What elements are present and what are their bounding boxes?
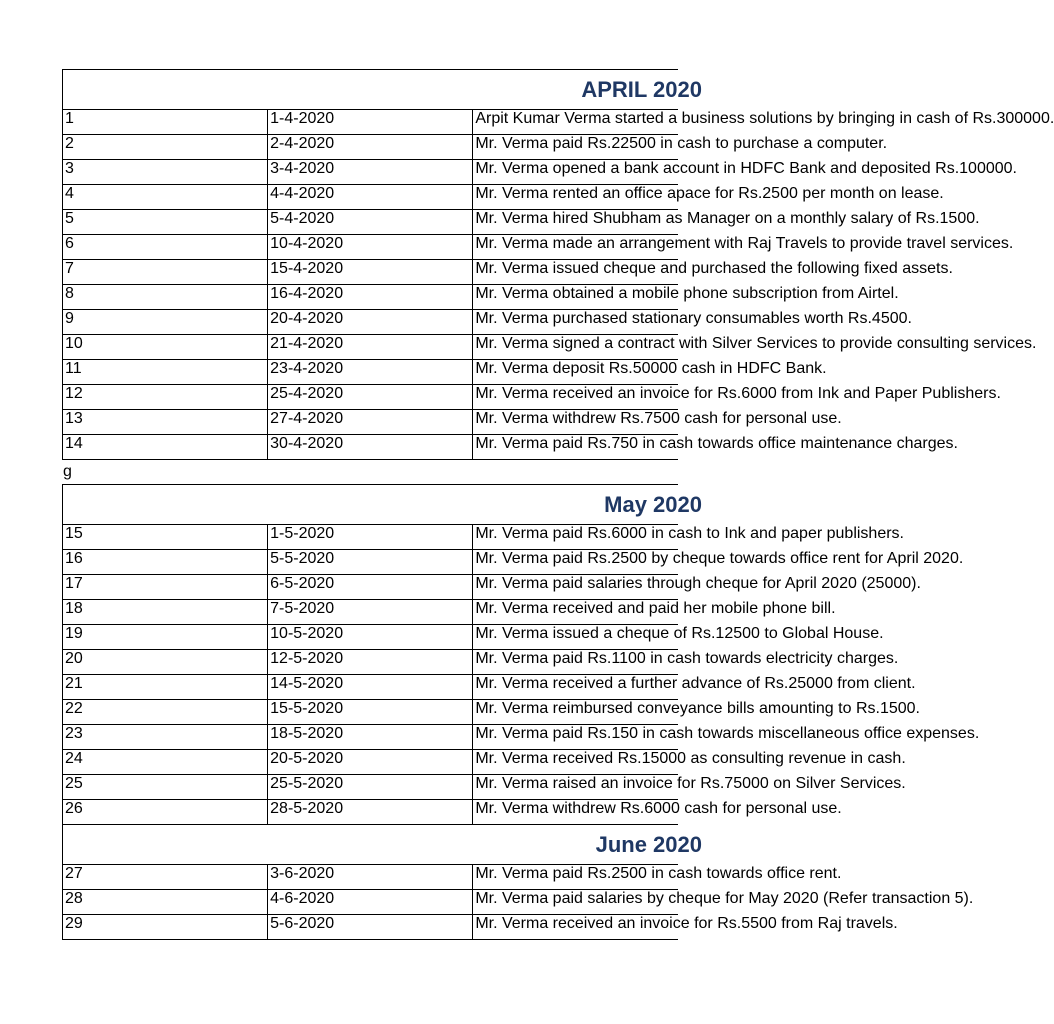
table-row [63, 160, 679, 185]
table-row [63, 800, 679, 825]
transaction-date[interactable]: 7-5-2020 [268, 600, 473, 625]
transaction-description[interactable]: Mr. Verma paid Rs.150 in cash towards miscellaneous office expenses. [473, 725, 678, 750]
transaction-date[interactable]: 21-4-2020 [268, 335, 473, 360]
transaction-description[interactable]: Mr. Verma received an invoice for Rs.5500 from Raj travels. [473, 915, 678, 940]
transaction-description[interactable]: Mr. Verma received a further advance of Rs.25000 from client. [473, 675, 678, 700]
table-row [63, 775, 679, 800]
transaction-number[interactable]: 18 [63, 600, 268, 625]
transaction-description[interactable]: Mr. Verma rented an office apace for Rs.2500 per month on lease. [473, 185, 678, 210]
transaction-date[interactable]: 4-6-2020 [268, 890, 473, 915]
table-row [63, 360, 679, 385]
transaction-description[interactable]: Mr. Verma paid Rs.1100 in cash towards electricity charges. [473, 650, 678, 675]
table-row [63, 135, 679, 160]
transaction-date[interactable]: 20-5-2020 [268, 750, 473, 775]
stray-cell: g [63, 463, 72, 480]
transaction-number[interactable]: 12 [63, 385, 268, 410]
table-row [63, 600, 679, 625]
may-table [62, 484, 980, 940]
transaction-description[interactable]: Mr. Verma reimbursed conveyance bills amounting to Rs.1500. [473, 700, 678, 725]
transaction-date[interactable]: 4-4-2020 [268, 185, 473, 210]
transaction-description[interactable]: Mr. Verma deposit Rs.50000 cash in HDFC Bank. [473, 360, 678, 385]
table-row [63, 525, 679, 550]
transaction-date[interactable]: 3-6-2020 [268, 865, 473, 890]
transaction-number[interactable]: 22 [63, 700, 268, 725]
transaction-description[interactable]: Mr. Verma received Rs.15000 as consulting revenue in cash. [473, 750, 678, 775]
transaction-description[interactable]: Mr. Verma paid Rs.750 in cash towards office maintenance charges. [473, 435, 678, 460]
transaction-number[interactable]: 3 [63, 160, 268, 185]
transaction-date[interactable]: 25-5-2020 [268, 775, 473, 800]
transaction-description[interactable]: Mr. Verma paid Rs.22500 in cash to purchase a computer. [473, 135, 678, 160]
transaction-description[interactable]: Mr. Verma received an invoice for Rs.6000 from Ink and Paper Publishers. [473, 385, 678, 410]
transaction-number[interactable]: 6 [63, 235, 268, 260]
transaction-number[interactable]: 26 [63, 800, 268, 825]
transaction-number[interactable]: 19 [63, 625, 268, 650]
table-row [63, 385, 679, 410]
transaction-description[interactable]: Mr. Verma signed a contract with Silver Services to provide consulting services. [473, 335, 678, 360]
table-row [63, 675, 679, 700]
transaction-date[interactable]: 14-5-2020 [268, 675, 473, 700]
transaction-date[interactable]: 30-4-2020 [268, 435, 473, 460]
transaction-date[interactable]: 5-5-2020 [268, 550, 473, 575]
month-title-june: June 2020 [63, 825, 679, 865]
table-row [63, 865, 679, 890]
transaction-description[interactable]: Mr. Verma hired Shubham as Manager on a monthly salary of Rs.1500. [473, 210, 678, 235]
transaction-number[interactable]: 17 [63, 575, 268, 600]
transaction-date[interactable]: 27-4-2020 [268, 410, 473, 435]
transaction-description[interactable]: Mr. Verma received and paid her mobile phone bill. [473, 600, 678, 625]
transaction-description[interactable]: Mr. Verma obtained a mobile phone subscription from Airtel. [473, 285, 678, 310]
transaction-description[interactable]: Mr. Verma paid Rs.6000 in cash to Ink and paper publishers. [473, 525, 678, 550]
transaction-description[interactable]: Mr. Verma opened a bank account in HDFC Bank and deposited Rs.100000. [473, 160, 678, 185]
table-row [63, 210, 679, 235]
month-header-row [63, 825, 679, 865]
table-row [63, 625, 679, 650]
table-row [63, 650, 679, 675]
transaction-date[interactable]: 23-4-2020 [268, 360, 473, 385]
transaction-number[interactable]: 21 [63, 675, 268, 700]
transaction-number[interactable]: 5 [63, 210, 268, 235]
transaction-description[interactable]: Arpit Kumar Verma started a business solutions by bringing in cash of Rs.300000. [473, 110, 678, 135]
transaction-date[interactable]: 5-6-2020 [268, 915, 473, 940]
table-row [63, 435, 679, 460]
transaction-number[interactable]: 20 [63, 650, 268, 675]
month-header-row [63, 70, 679, 110]
transaction-description[interactable]: Mr. Verma paid salaries by cheque for May 2020 (Refer transaction 5). [473, 890, 678, 915]
table-row [63, 310, 679, 335]
transaction-description[interactable]: Mr. Verma issued a cheque of Rs.12500 to Global House. [473, 625, 678, 650]
transaction-number[interactable]: 14 [63, 435, 268, 460]
transaction-description[interactable]: Mr. Verma paid Rs.2500 by cheque towards office rent for April 2020. [473, 550, 678, 575]
table-row [63, 110, 679, 135]
table-row [63, 890, 679, 915]
transaction-number[interactable]: 11 [63, 360, 268, 385]
transaction-description[interactable]: Mr. Verma raised an invoice for Rs.75000 on Silver Services. [473, 775, 678, 800]
transaction-description[interactable]: Mr. Verma purchased stationary consumables worth Rs.4500. [473, 310, 678, 335]
transaction-date[interactable]: 15-5-2020 [268, 700, 473, 725]
transaction-number[interactable]: 2 [63, 135, 268, 160]
transaction-number[interactable]: 24 [63, 750, 268, 775]
transaction-number[interactable]: 10 [63, 335, 268, 360]
transaction-description[interactable]: Mr. Verma withdrew Rs.6000 cash for personal use. [473, 800, 678, 825]
transaction-date[interactable]: 5-4-2020 [268, 210, 473, 235]
transaction-number[interactable]: 27 [63, 865, 268, 890]
transaction-number[interactable]: 16 [63, 550, 268, 575]
transaction-date[interactable]: 1-5-2020 [268, 525, 473, 550]
transaction-date[interactable]: 3-4-2020 [268, 160, 473, 185]
transaction-description[interactable]: Mr. Verma withdrew Rs.7500 cash for personal use. [473, 410, 678, 435]
transaction-date[interactable]: 16-4-2020 [268, 285, 473, 310]
table-row [63, 700, 679, 725]
month-header-row [63, 485, 679, 525]
table-row [63, 550, 679, 575]
table-row [63, 285, 679, 310]
transaction-number[interactable]: 25 [63, 775, 268, 800]
transaction-description[interactable]: Mr. Verma made an arrangement with Raj Travels to provide travel services. [473, 235, 678, 260]
month-title-april: APRIL 2020 [63, 70, 679, 110]
table-row [63, 335, 679, 360]
table-row [63, 410, 679, 435]
transaction-number[interactable]: 9 [63, 310, 268, 335]
month-title-may: May 2020 [63, 485, 679, 525]
transaction-description[interactable]: Mr. Verma issued cheque and purchased the following fixed assets. [473, 260, 678, 285]
transaction-date[interactable]: 10-4-2020 [268, 235, 473, 260]
transaction-date[interactable]: 28-5-2020 [268, 800, 473, 825]
transaction-number[interactable]: 7 [63, 260, 268, 285]
transaction-date[interactable]: 25-4-2020 [268, 385, 473, 410]
table-row [63, 575, 679, 600]
april-table [62, 69, 1054, 460]
transaction-date[interactable]: 6-5-2020 [268, 575, 473, 600]
transaction-date[interactable]: 18-5-2020 [268, 725, 473, 750]
transaction-number[interactable]: 15 [63, 525, 268, 550]
transaction-number[interactable]: 8 [63, 285, 268, 310]
transaction-date[interactable]: 2-4-2020 [268, 135, 473, 160]
transaction-number[interactable]: 29 [63, 915, 268, 940]
transaction-number[interactable]: 28 [63, 890, 268, 915]
transaction-date[interactable]: 20-4-2020 [268, 310, 473, 335]
transaction-number[interactable]: 23 [63, 725, 268, 750]
transaction-date[interactable]: 12-5-2020 [268, 650, 473, 675]
transaction-date[interactable]: 15-4-2020 [268, 260, 473, 285]
transactions-sheet [62, 69, 1054, 940]
table-row [63, 260, 679, 285]
transaction-number[interactable]: 13 [63, 410, 268, 435]
transaction-date[interactable]: 1-4-2020 [268, 110, 473, 135]
table-row [63, 185, 679, 210]
transaction-number[interactable]: 4 [63, 185, 268, 210]
table-row [63, 915, 679, 940]
table-row [63, 235, 679, 260]
transaction-date[interactable]: 10-5-2020 [268, 625, 473, 650]
table-row [63, 725, 679, 750]
transaction-description[interactable]: Mr. Verma paid salaries through cheque for April 2020 (25000). [473, 575, 678, 600]
transaction-number[interactable]: 1 [63, 110, 268, 135]
transaction-description[interactable]: Mr. Verma paid Rs.2500 in cash towards office rent. [473, 865, 678, 890]
table-row [63, 750, 679, 775]
